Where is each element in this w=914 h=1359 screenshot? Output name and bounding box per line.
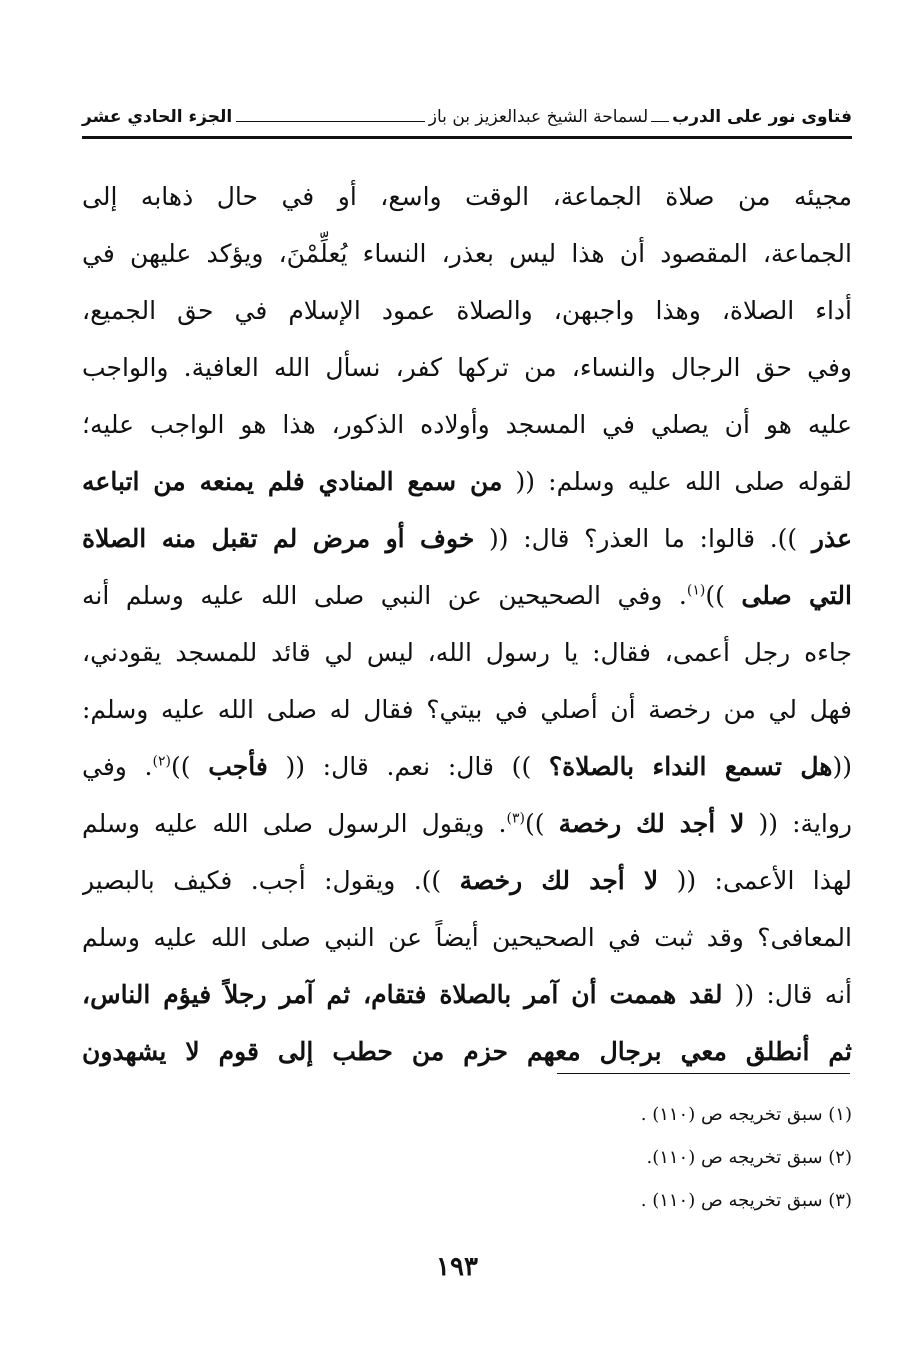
text-line (82, 282, 852, 339)
text-segment: (( (832, 752, 852, 781)
text-segment: جاءه رجل أعمى، فقال: يا رسول الله، ليس لي قائد للمسجد يقودني، (82, 638, 852, 667)
text-line (82, 567, 852, 624)
text-segment: أنه قال: (( (722, 980, 852, 1009)
text-segment: أداء الصلاة، وهذا واجبهن، والصلاة عمود الإسلام في حق الجميع، (82, 296, 852, 325)
header-rule (82, 136, 852, 139)
text-segment: عليه هو أن يصلي في المسجد وأولاده الذكور، هذا هو الواجب عليه؛ (82, 410, 852, 439)
footnote-marker: (١) (686, 582, 706, 599)
text-segment: . ويقول الرسول صلى الله عليه وسلم (82, 809, 507, 838)
footnote: (٢) سبق تخريجه ص (١١٠). (646, 1147, 852, 1168)
text-line (82, 225, 852, 282)
hadith-quote: خوف أو مرض لم تقبل منه الصلاة (82, 524, 475, 553)
book-title: فتاوى نور على الدرب (672, 107, 852, 127)
text-line (82, 852, 852, 909)
text-segment: وفي حق الرجال والنساء، من تركها كفر، نسأل الله العافية. والواجب (82, 353, 852, 382)
hadith-quote: من سمع المنادي فلم يمنعه من اتباعه (82, 467, 503, 496)
text-line (82, 738, 852, 795)
page-number: ١٩٣ (436, 1252, 478, 1282)
hadith-quote: هل تسمع النداء بالصلاة؟ (548, 752, 833, 781)
text-line (82, 795, 852, 852)
text-segment: مجيئه من صلاة الجماعة، الوقت واسع، أو في حال ذهابه إلى (82, 182, 852, 211)
text-line (82, 966, 852, 1023)
text-segment: )) (524, 809, 559, 838)
text-segment: الجماعة، المقصود أن هذا ليس بعذر، النساء يُعلِّمْنَ، ويؤكد عليهن في (82, 239, 852, 268)
body-text (82, 168, 852, 1080)
text-segment: . وفي (82, 752, 153, 781)
text-segment: رواية: (( (744, 809, 852, 838)
hadith-quote: التي صلى (741, 581, 852, 610)
text-line (82, 453, 852, 510)
text-segment: )). قالوا: ما العذر؟ قال: (( (474, 524, 812, 553)
text-segment: . وفي الصحيحين عن النبي صلى الله عليه وسلم أنه (82, 581, 687, 610)
text-line (82, 339, 852, 396)
volume-label: الجزء الحادي عشر (82, 107, 233, 127)
text-line (82, 681, 852, 738)
text-line (82, 396, 852, 453)
text-segment: المعافى؟ وقد ثبت في الصحيحين أيضاً عن النبي صلى الله عليه وسلم (82, 923, 852, 952)
hadith-quote: عذر (811, 524, 852, 553)
text-line (82, 624, 852, 681)
header-leader-line (236, 121, 425, 122)
footnotes (82, 1093, 852, 1222)
footnote-separator (557, 1073, 850, 1074)
footnote-marker: (٢) (152, 753, 171, 770)
author-name: لسماحة الشيخ عبدالعزيز بن باز (428, 107, 649, 127)
text-segment: )). ويقول: أجب. فكيف بالبصير (82, 866, 460, 895)
text-segment: فهل لي من رخصة أن أصلي في بيتي؟ فقال له صلى الله عليه وسلم: (82, 695, 852, 724)
text-line (82, 1023, 852, 1080)
running-header (82, 100, 852, 134)
footnote: (١) سبق تخريجه ص (١١٠) . (640, 1104, 852, 1125)
hadith-quote: لقد هممت أن آمر بالصلاة فتقام، ثم آمر رجلاً فيؤم الناس، (82, 980, 723, 1009)
text-segment: لقوله صلى الله عليه وسلم: (( (502, 467, 852, 496)
hadith-quote: فأجب (208, 752, 268, 781)
text-segment: )) (705, 581, 742, 610)
footnote-marker: (٣) (506, 810, 525, 827)
text-line (82, 510, 852, 567)
text-segment: )) (170, 752, 209, 781)
hadith-quote: لا أجد لك رخصة (558, 809, 745, 838)
text-line (82, 168, 852, 225)
text-segment: )) قال: نعم. قال: (( (267, 752, 549, 781)
hadith-quote: لا أجد لك رخصة (459, 866, 659, 895)
hadith-quote: ثم أنطلق معي برجال معهم حزم من حطب إلى قوم لا يشهدون (82, 1037, 852, 1066)
text-line (82, 909, 852, 966)
footnote: (٣) سبق تخريجه ص (١١٠) . (640, 1190, 852, 1211)
text-segment: لهذا الأعمى: (( (658, 866, 852, 895)
header-dash (651, 121, 669, 122)
